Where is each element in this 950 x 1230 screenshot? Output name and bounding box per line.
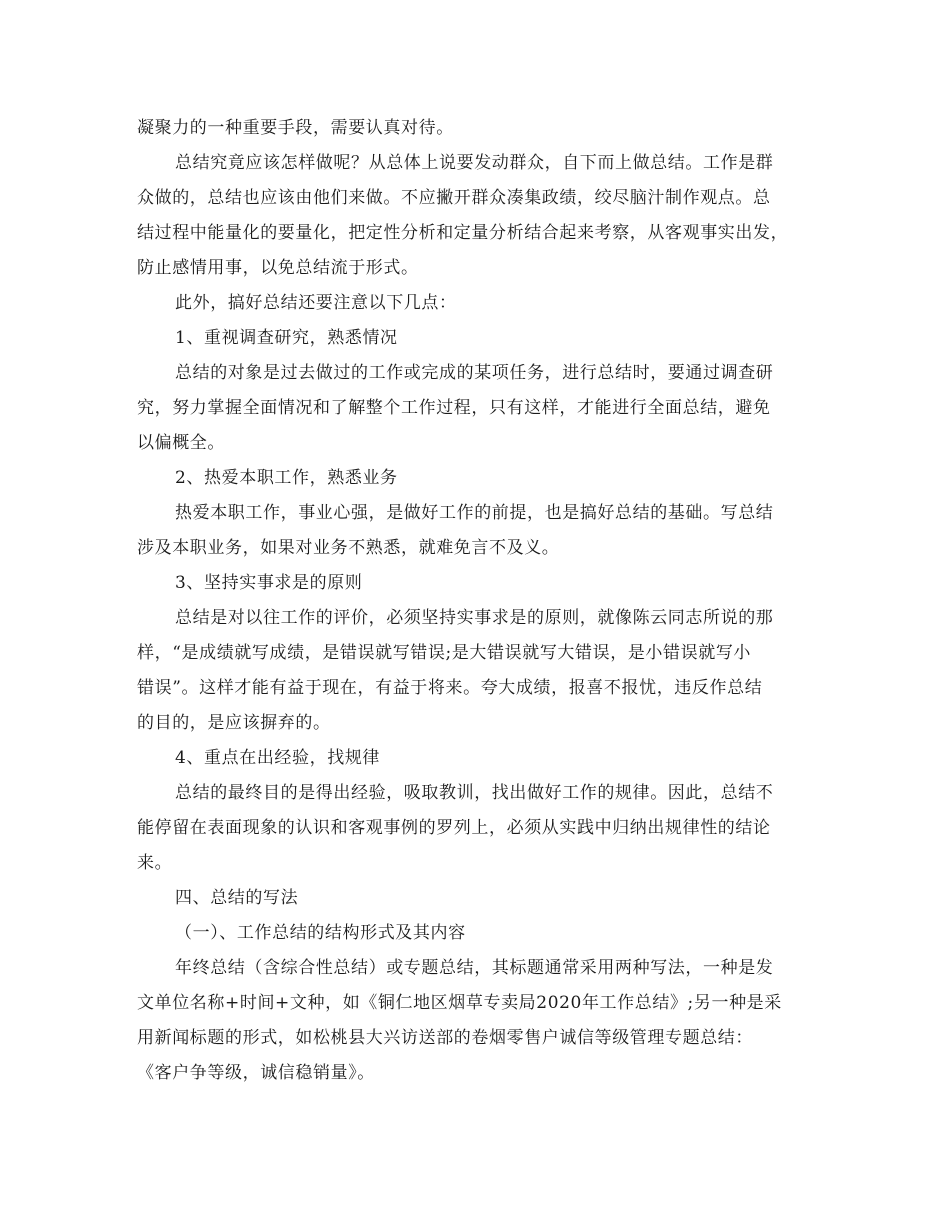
paragraph-first-line: 总结究竟应该怎样做呢？从总体上说要发动群众，自下而上做总结。工作是群: [175, 153, 774, 173]
text-line: 究，努力掌握全面情况和了解整个工作过程，只有这样，才能进行全面总结，避免: [137, 398, 771, 418]
section-heading-3: 3、坚持实事求是的原则: [175, 573, 363, 593]
chapter-heading: 四、总结的写法: [175, 888, 299, 908]
text-line: 结过程中能量化的要量化，把定性分析和定量分析结合起来考察，从客观事实出发，: [137, 223, 789, 243]
text-line: 众做的，总结也应该由他们来做。不应撇开群众凑集政绩，绞尽脑汁制作观点。总: [137, 188, 771, 208]
text-line: 用新闻标题的形式，如松桃县大兴访送部的卷烟零售户诚信等级管理专题总结：: [137, 1028, 753, 1048]
text-line: 的目的，是应该摒弃的。: [137, 713, 331, 733]
paragraph-first-line: 总结是对以往工作的评价，必须坚持实事求是的原则，就像陈云同志所说的那: [175, 608, 774, 628]
text-line: 《客户争等级，诚信稳销量》。: [137, 1063, 375, 1083]
section-heading-4: 4、重点在出经验，找规律: [175, 748, 381, 768]
section-heading-2: 2、热爱本职工作，熟悉业务: [175, 468, 398, 488]
text-line: 来。: [137, 853, 173, 873]
text-line: 错误”。这样才能有益于现在，有益于将来。夸大成绩，报喜不报忧，违反作总结: [137, 678, 763, 698]
subsection-heading: （一）、工作总结的结构形式及其内容: [175, 923, 466, 943]
paragraph-first-line: 年终总结（含综合性总结）或专题总结，其标题通常采用两种写法，一种是发: [175, 958, 774, 978]
paragraph-first-line: 热爱本职工作，事业心强，是做好工作的前提，也是搞好总结的基础。写总结: [175, 503, 774, 523]
text-line: 能停留在表面现象的认识和客观事例的罗列上，必须从实践中归纳出规律性的结论: [137, 818, 771, 838]
text-line: 涉及本职业务，如果对业务不熟悉，就难免言不及义。: [137, 538, 560, 558]
text-line: 样，“是成绩就写成绩，是错误就写错误;是大错误就写大错误，是小错误就写小: [137, 643, 752, 663]
text-line: 凝聚力的一种重要手段，需要认真对待。: [137, 118, 454, 138]
section-heading-1: 1、重视调查研究，熟悉情况: [175, 328, 398, 348]
paragraph-first-line: 此外，搞好总结还要注意以下几点：: [175, 293, 457, 313]
text-line: 文单位名称+时间+文种，如《铜仁地区烟草专卖局2020年工作总结》;另一种是采: [137, 993, 782, 1013]
paragraph-first-line: 总结的最终目的是得出经验，吸取教训，找出做好工作的规律。因此，总结不: [175, 783, 774, 803]
text-line: 防止感情用事，以免总结流于形式。: [137, 258, 419, 278]
paragraph-first-line: 总结的对象是过去做过的工作或完成的某项任务，进行总结时，要通过调查研: [175, 363, 774, 383]
text-line: 以偏概全。: [137, 433, 225, 453]
